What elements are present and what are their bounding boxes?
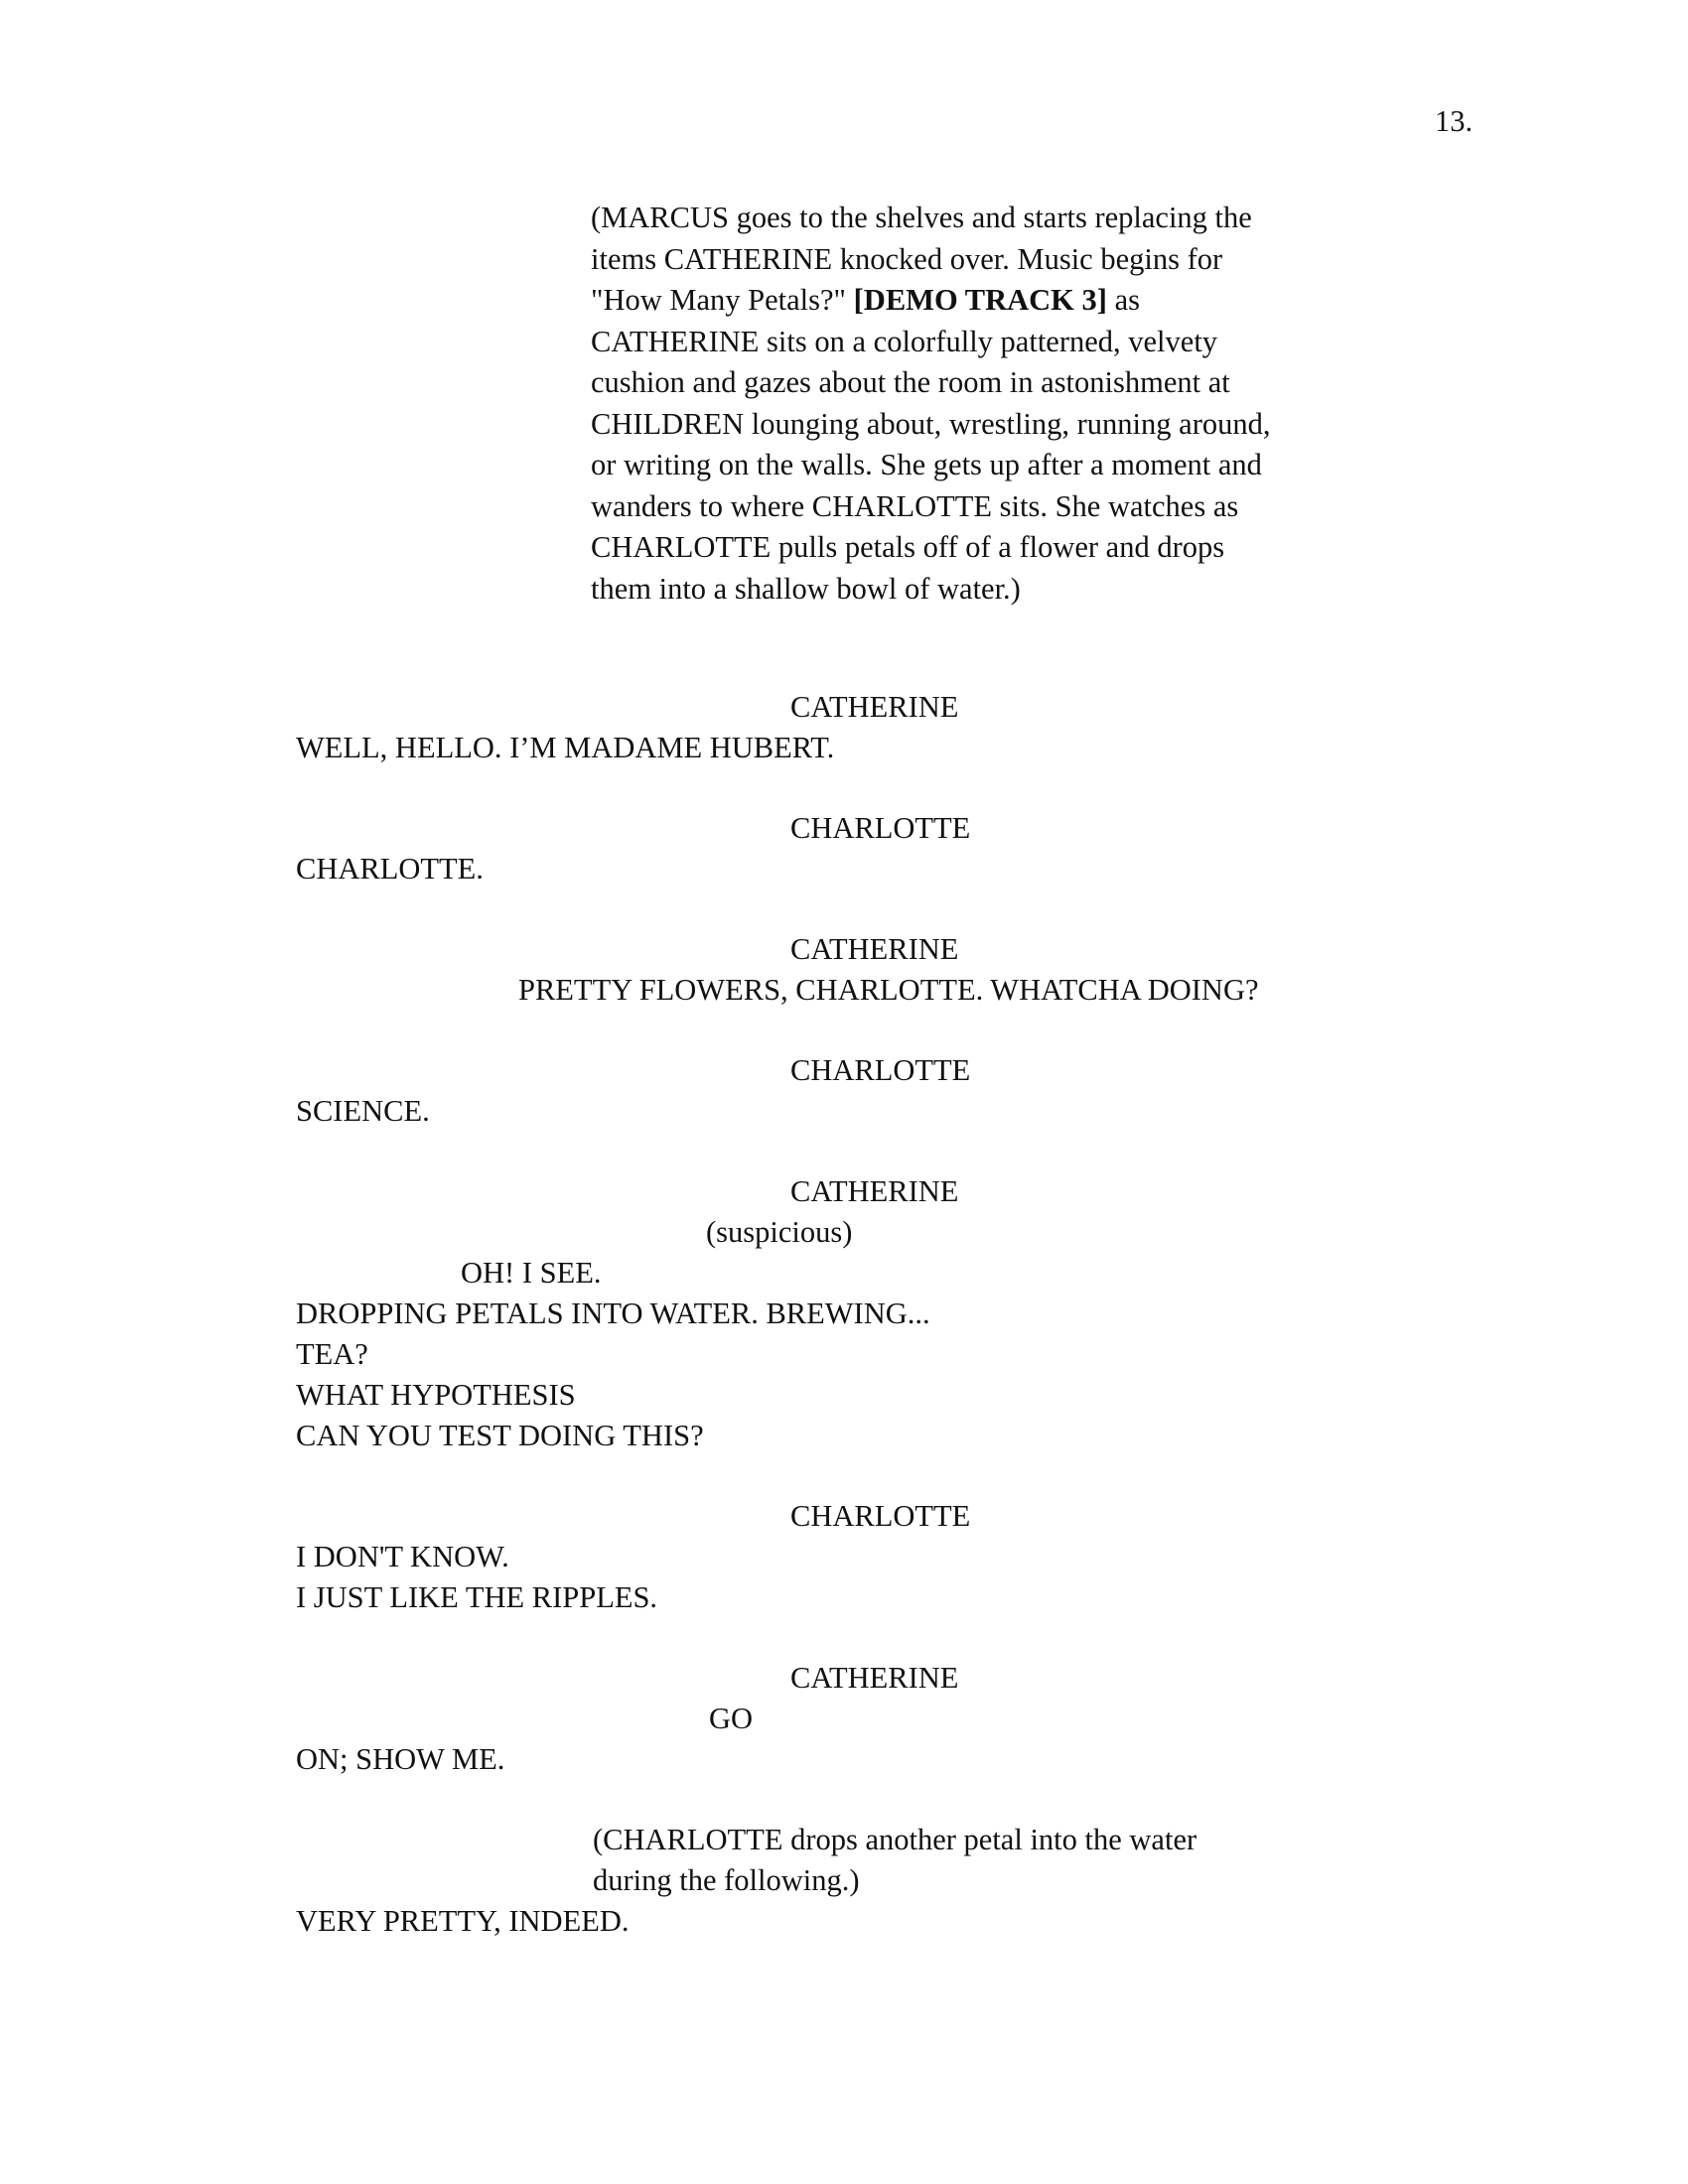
- dialogue-line: VERY PRETTY, INDEED.: [296, 1904, 630, 1938]
- page-number: 13.: [1435, 104, 1474, 138]
- character-name: CHARLOTTE: [790, 1053, 971, 1087]
- dialogue-line: I JUST LIKE THE RIPPLES.: [296, 1580, 658, 1614]
- dialogue-line: TEA?: [296, 1337, 368, 1371]
- dialogue-line: ON; SHOW ME.: [296, 1742, 505, 1776]
- stage-direction-text: (MARCUS goes to the shelves and starts replacing the items CATHERINE knocked over. Music begins for "How Many Petals?": [591, 201, 1252, 317]
- character-name: CHARLOTTE: [790, 811, 971, 845]
- character-name: CATHERINE: [790, 932, 959, 966]
- stage-direction-line: during the following.): [593, 1863, 860, 1897]
- dialogue-line: DROPPING PETALS INTO WATER. BREWING...: [296, 1297, 930, 1330]
- dialogue-line: WHAT HYPOTHESIS: [296, 1378, 576, 1412]
- demo-track-label: [DEMO TRACK 3]: [853, 283, 1107, 317]
- dialogue-line: CAN YOU TEST DOING THIS?: [296, 1419, 704, 1452]
- stage-direction-line: (CHARLOTTE drops another petal into the water: [593, 1823, 1197, 1856]
- dialogue-line: SCIENCE.: [296, 1094, 430, 1128]
- dialogue-line: PRETTY FLOWERS, CHARLOTTE. WHATCHA DOING?: [518, 973, 1259, 1007]
- dialogue-line: GO: [709, 1702, 754, 1735]
- character-name: CATHERINE: [790, 690, 959, 724]
- character-name: CATHERINE: [790, 1174, 959, 1208]
- dialogue-line: OH! I SEE.: [461, 1256, 602, 1290]
- dialogue-line: I DON'T KNOW.: [296, 1540, 509, 1573]
- dialogue-line: WELL, HELLO. I’M MADAME HUBERT.: [296, 731, 835, 764]
- character-name: CATHERINE: [790, 1661, 959, 1695]
- stage-direction-text-cont: as CATHERINE sits on a colorfully patterned, velvety cushion and gazes about the room in astonishment at CHILDREN lounging about, wrestling, running around, or writing on the walls. She gets up after a moment and wanders to where CHARLOTTE sits. She watches as CHARLOTTE pulls petals off of a flower and drops them into a shallow bowl of water.): [591, 283, 1271, 606]
- character-name: CHARLOTTE: [790, 1499, 971, 1533]
- dialogue-line: CHARLOTTE.: [296, 852, 484, 886]
- parenthetical: (suspicious): [706, 1215, 853, 1249]
- stage-direction: [591, 198, 1286, 610]
